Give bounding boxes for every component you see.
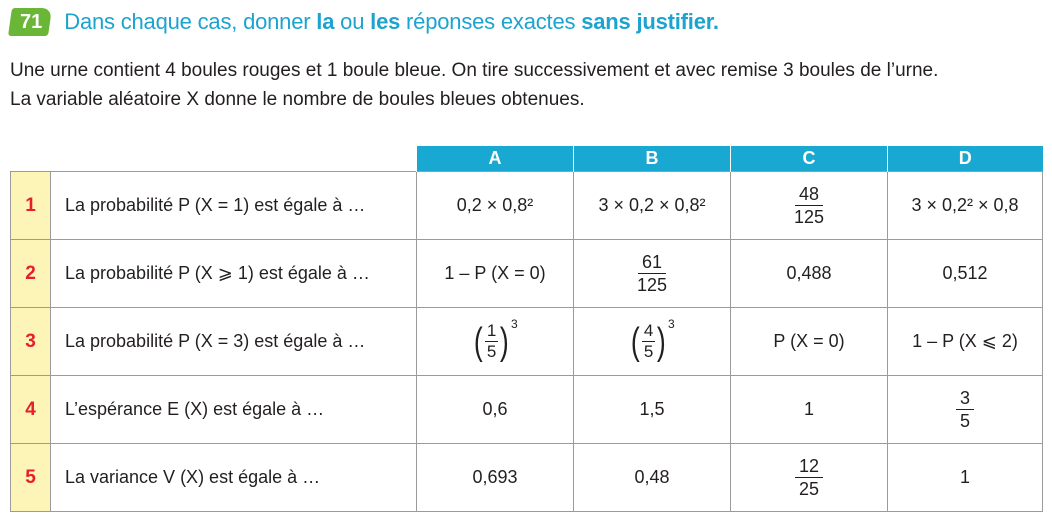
table-row <box>11 308 1043 376</box>
exercise-statement <box>10 56 938 114</box>
row-number: 1 <box>11 172 51 240</box>
answer-b[interactable] <box>574 240 731 308</box>
statement-line-1: Une urne contient 4 boules rouges et 1 boule bleue. On tire successivement et avec remise 3 boules de l’urne. <box>10 60 939 81</box>
row-number: 3 <box>11 308 51 376</box>
exercise-header <box>10 6 719 38</box>
exercise-number-badge: 71 <box>8 8 52 36</box>
answer-b[interactable]: 0,48 <box>574 444 731 512</box>
answer-a[interactable]: 0,2 × 0,8² <box>417 172 574 240</box>
table-row <box>11 376 1043 444</box>
table-row <box>11 444 1043 512</box>
row-number: 4 <box>11 376 51 444</box>
answer-b[interactable] <box>574 308 731 376</box>
question-text: La probabilité P (X = 1) est égale à … <box>51 172 417 240</box>
question-text: L’espérance E (X) est égale à … <box>51 376 417 444</box>
answer-d[interactable]: 0,512 <box>888 240 1043 308</box>
row-number: 5 <box>11 444 51 512</box>
answer-c[interactable]: P (X = 0) <box>731 308 888 376</box>
table-row <box>11 240 1043 308</box>
qcm-table <box>10 146 1043 512</box>
answer-a[interactable]: 1 – P (X = 0) <box>417 240 574 308</box>
answer-a[interactable] <box>417 308 574 376</box>
table-row <box>11 172 1043 240</box>
header-row <box>11 146 1043 172</box>
statement-line-2: La variable aléatoire X donne le nombre de boules bleues obtenues. <box>10 89 585 110</box>
answer-b[interactable]: 1,5 <box>574 376 731 444</box>
header-c: C <box>731 146 888 172</box>
answer-c[interactable]: 1 <box>731 376 888 444</box>
exercise-title: Dans chaque cas, donner la ou les réponses exactes sans justifier. <box>64 9 719 34</box>
fraction: $\frac{3}{5}$ <box>956 387 974 432</box>
header-b: B <box>574 146 731 172</box>
answer-d[interactable] <box>888 376 1043 444</box>
fraction: $\frac{48}{125}$ <box>793 184 825 227</box>
power-fraction: ( $\frac{1}{5}$ ) $^3$ <box>474 317 518 363</box>
row-number: 2 <box>11 240 51 308</box>
fraction: $\frac{12}{25}$ <box>795 455 823 500</box>
answer-c[interactable] <box>731 172 888 240</box>
question-text: La probabilité P (X ⩾ 1) est égale à … <box>51 240 417 308</box>
question-text: La variance V (X) est égale à … <box>51 444 417 512</box>
answer-a[interactable]: 0,693 <box>417 444 574 512</box>
answer-a[interactable]: 0,6 <box>417 376 574 444</box>
answer-b[interactable]: 3 × 0,2 × 0,8² <box>574 172 731 240</box>
answer-c[interactable] <box>731 444 888 512</box>
answer-d[interactable]: 3 × 0,2² × 0,8 <box>888 172 1043 240</box>
answer-d[interactable]: 1 <box>888 444 1043 512</box>
answer-c[interactable]: 0,488 <box>731 240 888 308</box>
power-fraction: ( $\frac{4}{5}$ ) $^3$ <box>631 317 675 363</box>
header-d: D <box>888 146 1043 172</box>
answer-d[interactable]: 1 – P (X ⩽ 2) <box>888 308 1043 376</box>
fraction: $\frac{61}{125}$ <box>636 252 668 295</box>
question-text: La probabilité P (X = 3) est égale à … <box>51 308 417 376</box>
header-a: A <box>417 146 574 172</box>
